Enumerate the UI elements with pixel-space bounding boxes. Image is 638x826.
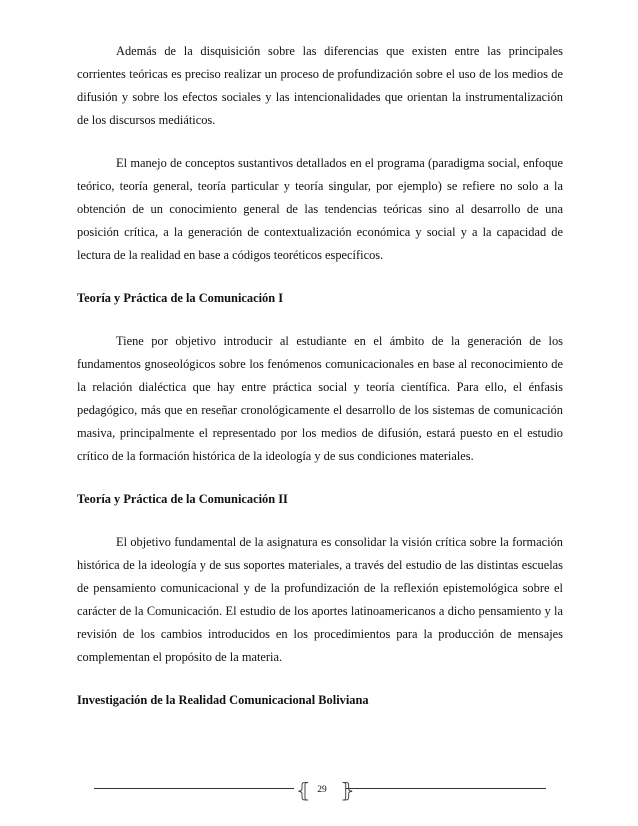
- page-footer: [94, 780, 546, 804]
- paragraph-media-discourse: Además de la disquisición sobre las diferencias que existen entre las principales corrientes teóricas es preciso realizar un proceso de profundización sobre el uso de los medios de difusión y sobre los efectos sociales y las intencionalidades que orientan la instrumentalización de los discursos mediáticos.: [77, 44, 563, 127]
- paragraph-teoria-practica-1: Tiene por objetivo introducir al estudiante en el ámbito de la generación de los fundamentos gnoseológicos sobre los fenómenos comunicacionales en base al reconocimiento de la relación dialéctica que hay entre práctica social y teoría científica. Para ello, el énfasis pedagógico, más que en reseñar cronológicamente el desarrollo de los sistemas de comunicación masiva, principalmente el representado por los medios de difusión, estará puesto en el estudio crítico de la formación histórica de la ideología y de sus condiciones materiales.: [77, 334, 563, 463]
- page-content: [77, 40, 563, 732]
- footer-rule-right: [346, 788, 546, 789]
- section-heading-teoria-practica-1: Teoría y Práctica de la Comunicación I: [77, 291, 284, 305]
- paragraph-conceptos-sustantivos: El manejo de conceptos sustantivos detallados en el programa (paradigma social, enfoque teórico, teoría general, teoría particular y teoría singular, por ejemplo) se refiere no solo a la obtención de un conocimiento general de las tendencias teóricas sino al desarrollo de una posición crítica, a la generación de contextualización económica y social y a la capacidad de lectura de la realidad en base a códigos teoréticos específicos.: [77, 156, 563, 262]
- footer-rule-left: [94, 788, 294, 789]
- paragraph-teoria-practica-2: El objetivo fundamental de la asignatura es consolidar la visión crítica sobre la formación histórica de la ideología y de sus soportes materiales, a través del estudio de las distintas escuelas de pensamiento comunicacional y de la profundización de la reflexión epistemológica sobre el carácter de la Comunicación. El estudio de los aportes latinoamericanos a dicho pensamiento y la revisión de los cambios introducidos en los procedimientos para la producción de mensajes complementan el propósito de la materia.: [77, 535, 563, 664]
- section-heading-investigacion: Investigación de la Realidad Comunicacional Boliviana: [77, 693, 369, 707]
- page-number: 29: [317, 785, 327, 795]
- footer-bracket-open-icon: ⦃: [296, 778, 311, 802]
- footer-bracket-close-icon: ⦄: [340, 778, 355, 802]
- section-heading-teoria-practica-2: Teoría y Práctica de la Comunicación II: [77, 492, 288, 506]
